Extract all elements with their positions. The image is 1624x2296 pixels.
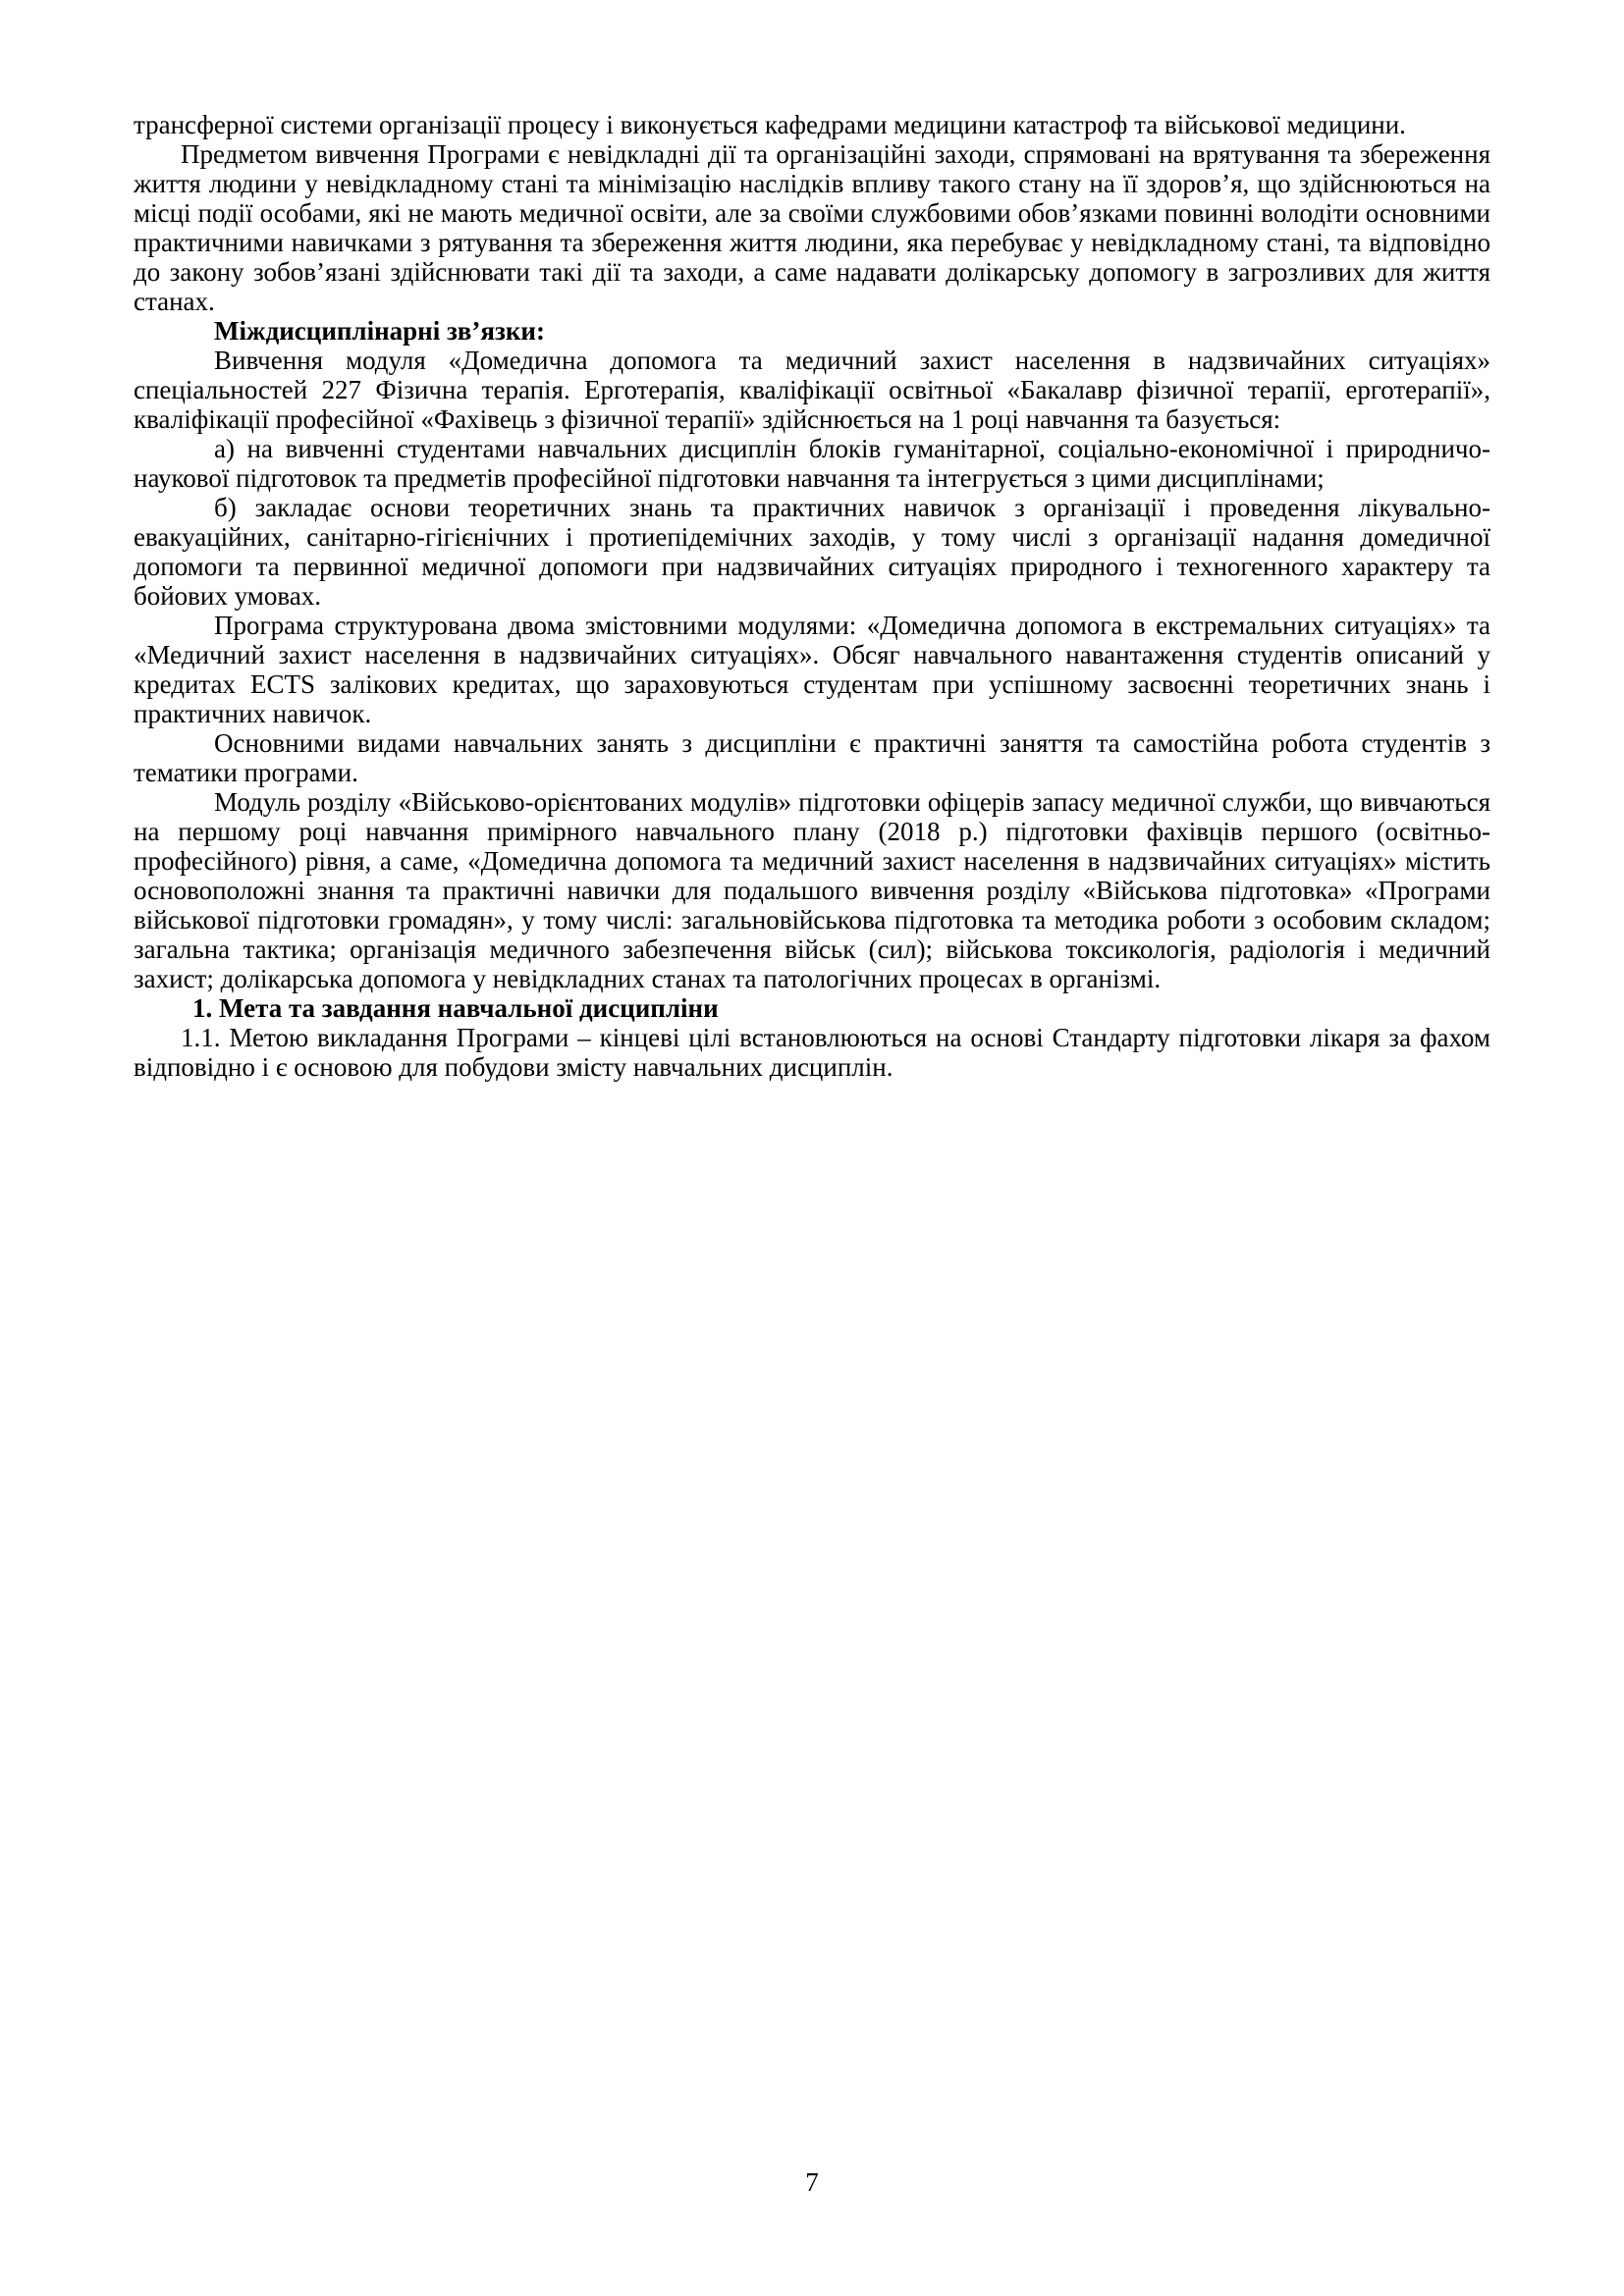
document-body bbox=[134, 110, 1490, 1082]
heading-interdisciplinary-links: Міждисциплінарні зв’язки: bbox=[214, 316, 545, 346]
paragraph-module-study: Вивчення модуля «Домедична допомога та медичний захист населення в надзвичайних ситуаціях» спеціальностей 227 Фізична терапія. Ерготерапія, кваліфікації освітньої «Бакалавр фізичної терапії, ерготерапії», кваліфікації професійної «Фахівець з фізичної терапії» здійснюється на 1 році навчання та базується: bbox=[134, 346, 1490, 434]
paragraph-item-b: б) закладає основи теоретичних знань та практичних навичок з організації і проведення лікувально-евакуаційних, санітарно-гігієнічних і протиепідемічних заходів, у тому числі з організації надання домедичної допомоги та первинної медичної допомоги при надзвичайних ситуаціях природного і техногенного характеру та бойових умовах. bbox=[134, 493, 1490, 611]
paragraph-goal-1-1: 1.1. Метою викладання Програми – кінцеві цілі встановлюються на основі Стандарту підготовки лікаря за фахом відповідно і є основою для побудови змісту навчальних дисциплін. bbox=[134, 1023, 1490, 1082]
paragraph-continuation: трансферної системи організації процесу і виконується кафедрами медицини катастроф та військової медицини. bbox=[134, 110, 1406, 139]
paragraph-item-a: а) на вивченні студентами навчальних дисциплін блоків гуманітарної, соціально-економічної і природничо-наукової підготовок та предметів професійної підготовки навчання та інтегрується з цими дисциплінами; bbox=[134, 434, 1490, 493]
page-number: 7 bbox=[805, 2167, 819, 2197]
heading-goal-and-tasks: 1. Мета та завдання навчальної дисципліни bbox=[192, 993, 719, 1023]
paragraph-program-structure: Програма структурована двома змістовними модулями: «Домедична допомога в екстремальних ситуаціях» та «Медичний захист населення в надзвичайних ситуаціях». Обсяг навчального навантаження студентів описаний у кредитах ECTS залікових кредитах, що зараховуються студентам при успішному засвоєнні теоретичних знань і практичних навичок. bbox=[134, 611, 1490, 728]
paragraph-class-types: Основними видами навчальних занять з дисципліни є практичні заняття та самостійна робота студентів з тематики програми. bbox=[134, 728, 1490, 787]
paragraph-subject-of-study: Предметом вивчення Програми є невідкладні дії та організаційні заходи, спрямовані на врятування та збереження життя людини у невідкладному стані та мінімізацію наслідків впливу такого стану на її здоров’я, що здійснюються на місці події особами, які не мають медичної освіти, але за своїми службовими обов’язками повинні володіти основними практичними навичками з рятування та збереження життя людини, яка перебуває у невідкладному стані, та відповідно до закону зобов’язані здійснювати такі дії та заходи, а саме надавати долікарську допомогу в загрозливих для життя станах. bbox=[134, 139, 1490, 316]
paragraph-military-module: Модуль розділу «Військово-орієнтованих модулів» підготовки офіцерів запасу медичної служби, що вивчаються на першому році навчання примірного навчального плану (2018 р.) підготовки фахівців першого (освітньо-професійного) рівня, а саме, «Домедична допомога та медичний захист населення в надзвичайних ситуаціях» містить основоположні знання та практичні навички для подальшого вивчення розділу «Військова підготовка» «Програми військової підготовки громадян», у тому числі: загальновійськова підготовка та методика роботи з особовим складом; загальна тактика; організація медичного забезпечення військ (сил); військова токсикологія, радіологія і медичний захист; долікарська допомога у невідкладних станах та патологічних процесах в організмі. bbox=[134, 787, 1490, 993]
